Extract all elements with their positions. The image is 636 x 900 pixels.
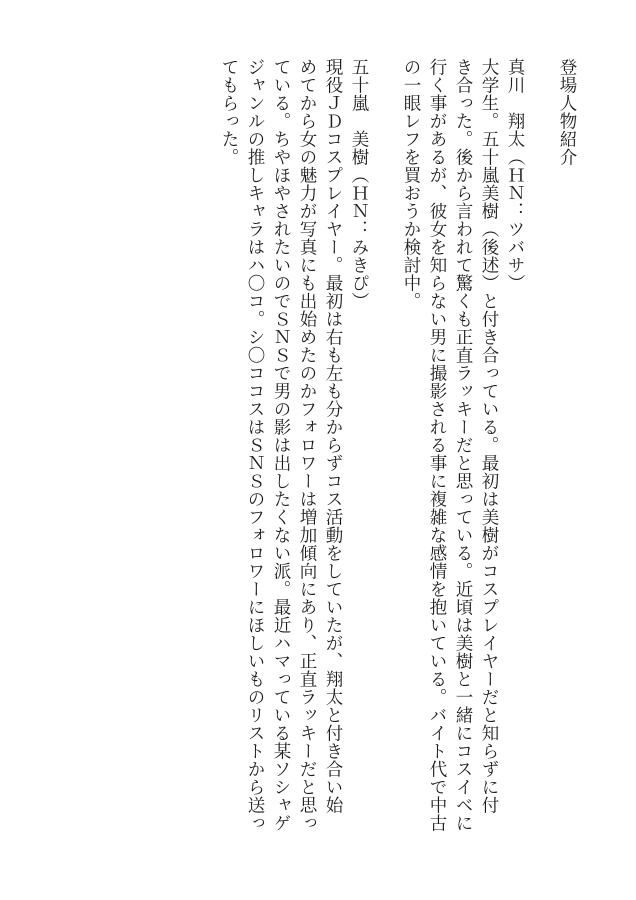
- spacer: [528, 58, 554, 858]
- character-description-line: の一眼レフを買おうか検討中。: [401, 58, 421, 310]
- character-description-line: 現役ＪＤコスプレイヤー。最初は右も左も分からずコス活動をしていたが、翔太と付き合い始: [323, 58, 343, 814]
- character-name-shota: 真川 翔太（ＨＮ：ツバサ）: [505, 58, 525, 292]
- character-description-line: 大学生。五十嵐美樹（後述）と付き合っている。最初は美樹がコスプレイヤーだと知らずに付: [479, 58, 499, 814]
- character-description-line: き合った。後から言われて驚くも正直ラッキーだと思っている。近頃は美樹と一緒にコスイベに: [453, 58, 473, 832]
- character-description-line: ジャンルの推しキャラはハ〇コ。シ〇ココスはＳＮＳのフォロワーにほしいものリストから送っ: [245, 58, 265, 832]
- spacer: [372, 58, 398, 858]
- character-description-line: ている。ちやほやされたいのでＳＮＳで男の影は出したくない派。最近ハマっている某ソシャゲ: [271, 58, 291, 832]
- character-name-miki: 五十嵐 美樹（ＨＮ：みきぴ）: [349, 58, 369, 310]
- vertical-text-body: [216, 58, 580, 858]
- character-description-line: めてから女の魅力が写真にも出始めたのかフォロワーは増加傾向にあり、正直ラッキーだと思っ: [297, 58, 317, 832]
- character-description-line: てもらった。: [219, 58, 239, 166]
- section-heading: 登場人物紹介: [557, 58, 577, 166]
- character-description-line: 行く事があるが、彼女を知らない男に撮影される事に複雑な感情を抱いている。バイト代で中古: [427, 58, 447, 832]
